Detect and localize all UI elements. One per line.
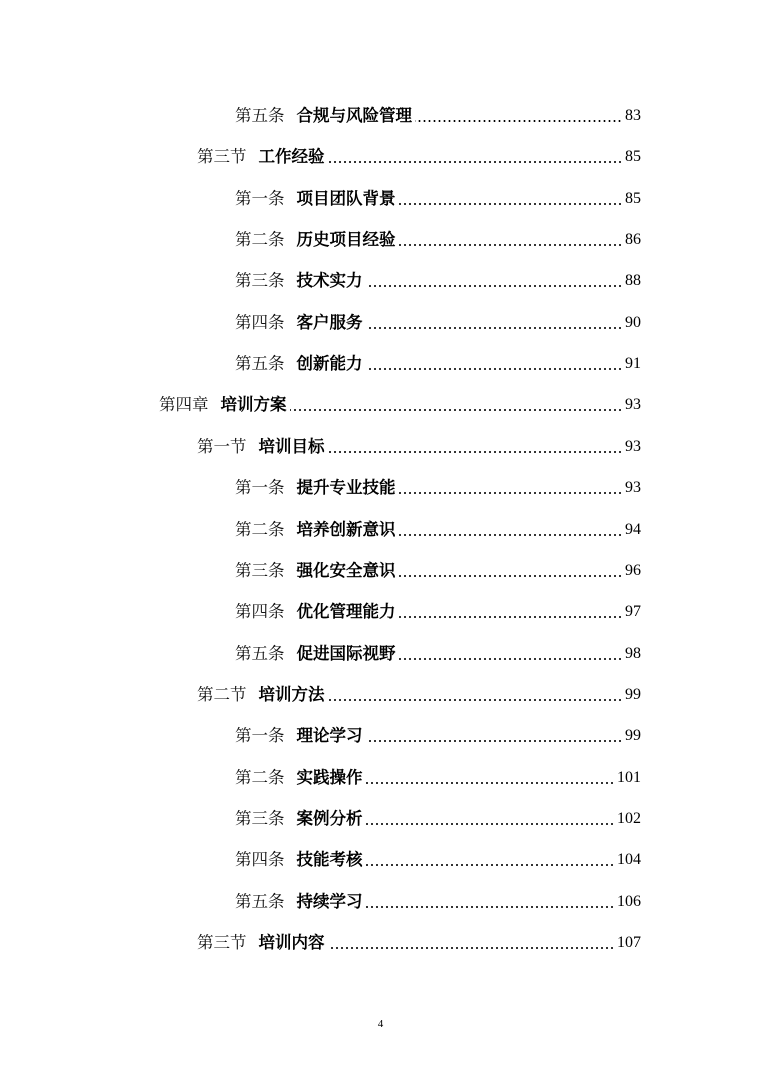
toc-entry-page-number: 99: [625, 685, 641, 703]
toc-dot-leader: [399, 575, 623, 577]
toc-entry-label: 第二条: [235, 519, 285, 539]
toc-entry[interactable]: [235, 510, 641, 540]
toc-entry[interactable]: [235, 799, 641, 829]
toc-entry-page-number: 96: [625, 561, 641, 579]
toc-entry-page-number: 85: [625, 148, 641, 166]
toc-entry-page-number: 93: [625, 396, 641, 414]
toc-entry-title: 技术实力: [296, 271, 363, 291]
toc-entry-label: 第一节: [197, 436, 247, 456]
toc-entry-title: 持续学习: [296, 891, 363, 911]
toc-dot-leader: [366, 782, 615, 784]
toc-entry-label: 第四条: [235, 312, 285, 332]
toc-dot-leader: [328, 947, 615, 949]
toc-dot-leader: [366, 906, 615, 908]
toc-entry-title: 工作经验: [258, 147, 325, 167]
toc-dot-leader: [399, 616, 623, 618]
toc-entry-page-number: 94: [625, 520, 641, 538]
toc-entry-page-number: 91: [625, 355, 641, 373]
toc-dot-leader: [399, 534, 623, 536]
toc-entry[interactable]: [235, 179, 641, 209]
toc-entry-label: 第五条: [235, 354, 285, 374]
toc-entry-title: 合规与风险管理: [296, 106, 412, 125]
toc-entry-page-number: 93: [625, 437, 641, 455]
toc-dot-leader: [366, 864, 615, 866]
toc-entry-title: 历史项目经验: [296, 230, 396, 250]
toc-dot-leader: [366, 368, 623, 370]
toc-entry-title: 强化安全意识: [296, 560, 396, 580]
toc-entry-page-number: 107: [617, 934, 641, 951]
toc-entry[interactable]: [197, 427, 641, 457]
toc-entry-page-number: 86: [625, 231, 641, 249]
toc-entry-page-number: 98: [625, 644, 641, 662]
toc-dot-leader: [328, 451, 623, 453]
toc-entry-title: 项目团队背景: [296, 188, 396, 208]
toc-dot-leader: [366, 823, 615, 825]
toc-entry-label: 第一条: [235, 188, 285, 208]
toc-entry[interactable]: [235, 882, 641, 912]
toc-entry[interactable]: [235, 716, 641, 746]
toc-entry-title: 培训内容: [258, 933, 325, 952]
toc-entry[interactable]: [197, 137, 641, 167]
toc-entry-label: 第二条: [235, 767, 285, 787]
toc-dot-leader: [328, 161, 623, 163]
toc-dot-leader: [399, 203, 623, 205]
toc-entry-label: 第三条: [235, 271, 285, 291]
toc-entry-label: 第三条: [235, 808, 285, 828]
toc-entry-page-number: 90: [625, 313, 641, 331]
toc-entry[interactable]: [235, 344, 641, 374]
toc-entry-title: 案例分析: [296, 808, 363, 828]
toc-entry-title: 促进国际视野: [296, 643, 396, 663]
toc-entry-page-number: 101: [617, 768, 641, 786]
toc-entry[interactable]: [235, 96, 641, 126]
toc-entry[interactable]: [197, 675, 641, 705]
toc-entry[interactable]: [235, 261, 641, 291]
toc-entry[interactable]: [159, 385, 641, 415]
toc-entry-page-number: 104: [617, 851, 641, 869]
toc-dot-leader: [290, 409, 623, 411]
toc-entry-title: 技能考核: [296, 850, 363, 870]
page-number: 4: [377, 1018, 384, 1030]
toc-entry-label: 第三节: [197, 933, 247, 952]
toc-dot-leader: [415, 120, 622, 122]
toc-entry-title: 培养创新意识: [296, 519, 396, 539]
toc-entry-page-number: 97: [625, 603, 641, 621]
toc-dot-leader: [399, 658, 623, 660]
toc-entry[interactable]: [235, 468, 641, 498]
toc-entry-label: 第一条: [235, 726, 285, 746]
toc-dot-leader: [399, 244, 623, 246]
toc-entry-title: 培训目标: [258, 436, 325, 456]
toc-entry[interactable]: [235, 634, 641, 664]
toc-entry-label: 第三节: [197, 147, 247, 167]
toc-entry-title: 优化管理能力: [296, 602, 396, 622]
toc-entry-label: 第五条: [235, 643, 285, 663]
toc-entry-title: 培训方案: [220, 395, 287, 415]
toc-dot-leader: [366, 285, 623, 287]
toc-entry[interactable]: [235, 840, 641, 870]
toc-entry-title: 客户服务: [296, 312, 363, 332]
toc-entry-page-number: 88: [625, 272, 641, 290]
toc-entry[interactable]: [235, 551, 641, 581]
toc-dot-leader: [366, 740, 623, 742]
toc-entry-label: 第三条: [235, 560, 285, 580]
toc-entry-label: 第一条: [235, 478, 285, 498]
toc-entry[interactable]: [235, 303, 641, 333]
toc-dot-leader: [328, 699, 623, 701]
toc-entry-label: 第五条: [235, 106, 285, 125]
toc-entry-page-number: 106: [617, 892, 641, 910]
toc-entry-page-number: 85: [625, 189, 641, 207]
toc-entry-title: 创新能力: [296, 354, 363, 374]
toc-entry[interactable]: [235, 758, 641, 788]
toc-dot-leader: [399, 492, 623, 494]
toc-entry-label: 第四条: [235, 602, 285, 622]
toc-entry-title: 实践操作: [296, 767, 363, 787]
toc-entry-page-number: 93: [625, 479, 641, 497]
toc-entry-title: 培训方法: [258, 684, 325, 704]
toc-entry[interactable]: [197, 923, 641, 953]
toc-entry-title: 提升专业技能: [296, 478, 396, 498]
toc-dot-leader: [366, 327, 623, 329]
toc-entry-label: 第四条: [235, 850, 285, 870]
toc-entry-label: 第五条: [235, 891, 285, 911]
toc-entry-page-number: 83: [625, 107, 641, 124]
toc-entry-page-number: 99: [625, 727, 641, 745]
toc-entry[interactable]: [235, 592, 641, 622]
toc-entry-label: 第四章: [159, 395, 209, 415]
toc-entry[interactable]: [235, 220, 641, 250]
toc-entry-label: 第二节: [197, 684, 247, 704]
toc-entry-label: 第二条: [235, 230, 285, 250]
toc-entry-title: 理论学习: [296, 726, 363, 746]
toc-entry-page-number: 102: [617, 809, 641, 827]
